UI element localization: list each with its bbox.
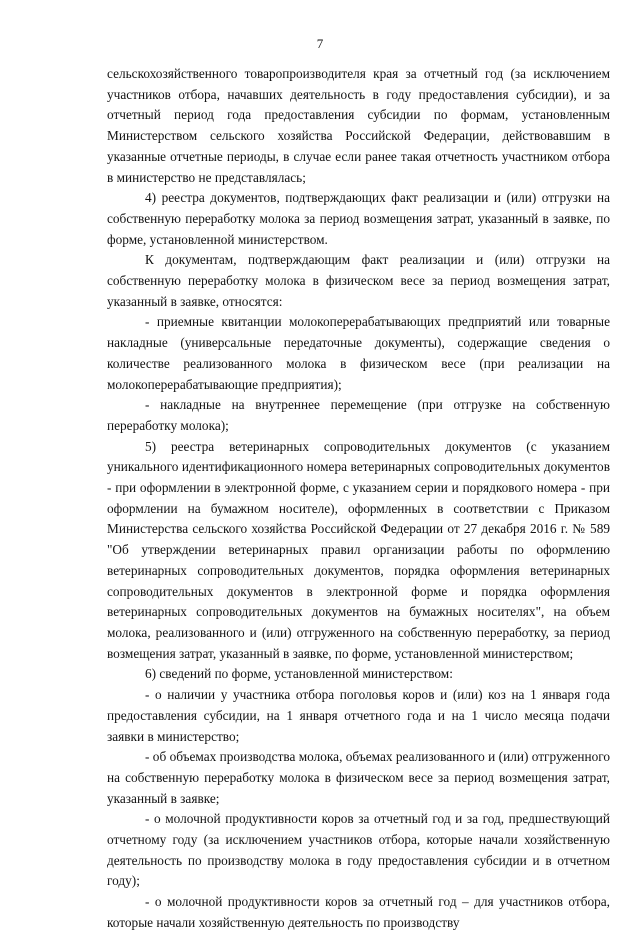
- paragraph-productivity-reporting-year: - о молочной продуктивности коров за отчетный год – для участников отбора, которые начали хозяйственную деятельность по производству: [107, 894, 610, 930]
- paragraph-item-6: 6) сведений по форме, установленной министерством:: [145, 666, 453, 682]
- paragraph-receipts: - приемные квитанции молокоперерабатывающих предприятий или товарные накладные (универсальные передаточные документы), содержащие сведения о количестве реализованного молока в физическом весе (при реализации на молокоперерабатывающие предприятия);: [107, 314, 610, 392]
- paragraph-documents-intro: К документам, подтверждающим факт реализации и (или) отгрузки на собственную переработку молока в физическом весе за период возмещения затрат, указанный в заявке, относятся:: [107, 252, 610, 309]
- paragraph-livestock: - о наличии у участника отбора поголовья коров и (или) коз на 1 января года предоставления субсидии, на 1 января отчетного года и на 1 число месяца подачи заявки в министерство;: [107, 687, 610, 744]
- page-number: 7: [316, 36, 324, 51]
- paragraph-continuation: сельскохозяйственного товаропроизводителя края за отчетный год (за исключением участников отбора, начавших деятельность в году предоставления субсидии), и за отчетный период года предоставления субсидии по формам, установленным Министерством сельского хозяйства Российской Федерации, действовавшим в указанные отчетные периоды, в случае если ранее такая отчетность участником отбора в министерство не представлялась;: [107, 66, 610, 185]
- paragraph-productivity-two-years: - о молочной продуктивности коров за отчетный год и за год, предшествующий отчетному году (за исключением участников отбора, которые начали хозяйственную деятельность по производству молока в году предоставления субсидии и в отчетном году);: [107, 811, 610, 889]
- document-body: [107, 64, 610, 934]
- paragraph-transfer-notes: - накладные на внутреннее перемещение (при отгрузке на собственную переработку молока);: [107, 397, 610, 433]
- paragraph-production-volumes: - об объемах производства молока, объемах реализованного и (или) отгруженного на собственную переработку молока в физическом весе за период возмещения затрат, указанный в заявке;: [107, 749, 610, 806]
- paragraph-item-4: 4) реестра документов, подтверждающих факт реализации и (или) отгрузки на собственную переработку молока за период возмещения затрат, указанный в заявке, по форме, установленной министерством.: [107, 190, 610, 247]
- paragraph-item-5: 5) реестра ветеринарных сопроводительных документов (с указанием уникального идентификационного номера ветеринарных сопроводительных документов - при оформлении в электронной форме, с указанием серии и порядкового номера - при оформлении на бумажном носителе), оформленных в соответствии с Приказом Министерства сельского хозяйства Российской Федерации от 27 декабря 2016 г. № 589 "Об утверждении ветеринарных правил организации работы по оформлению ветеринарных сопроводительных документов, порядка оформления ветеринарных сопроводительных документов в электронной форме и порядка оформления ветеринарных сопроводительных документов на бумажных носителях", на объем молока, реализованного и (или) отгруженного на собственную переработку, за период возмещения затрат, указанный в заявке, по форме, установленной министерством;: [107, 438, 610, 661]
